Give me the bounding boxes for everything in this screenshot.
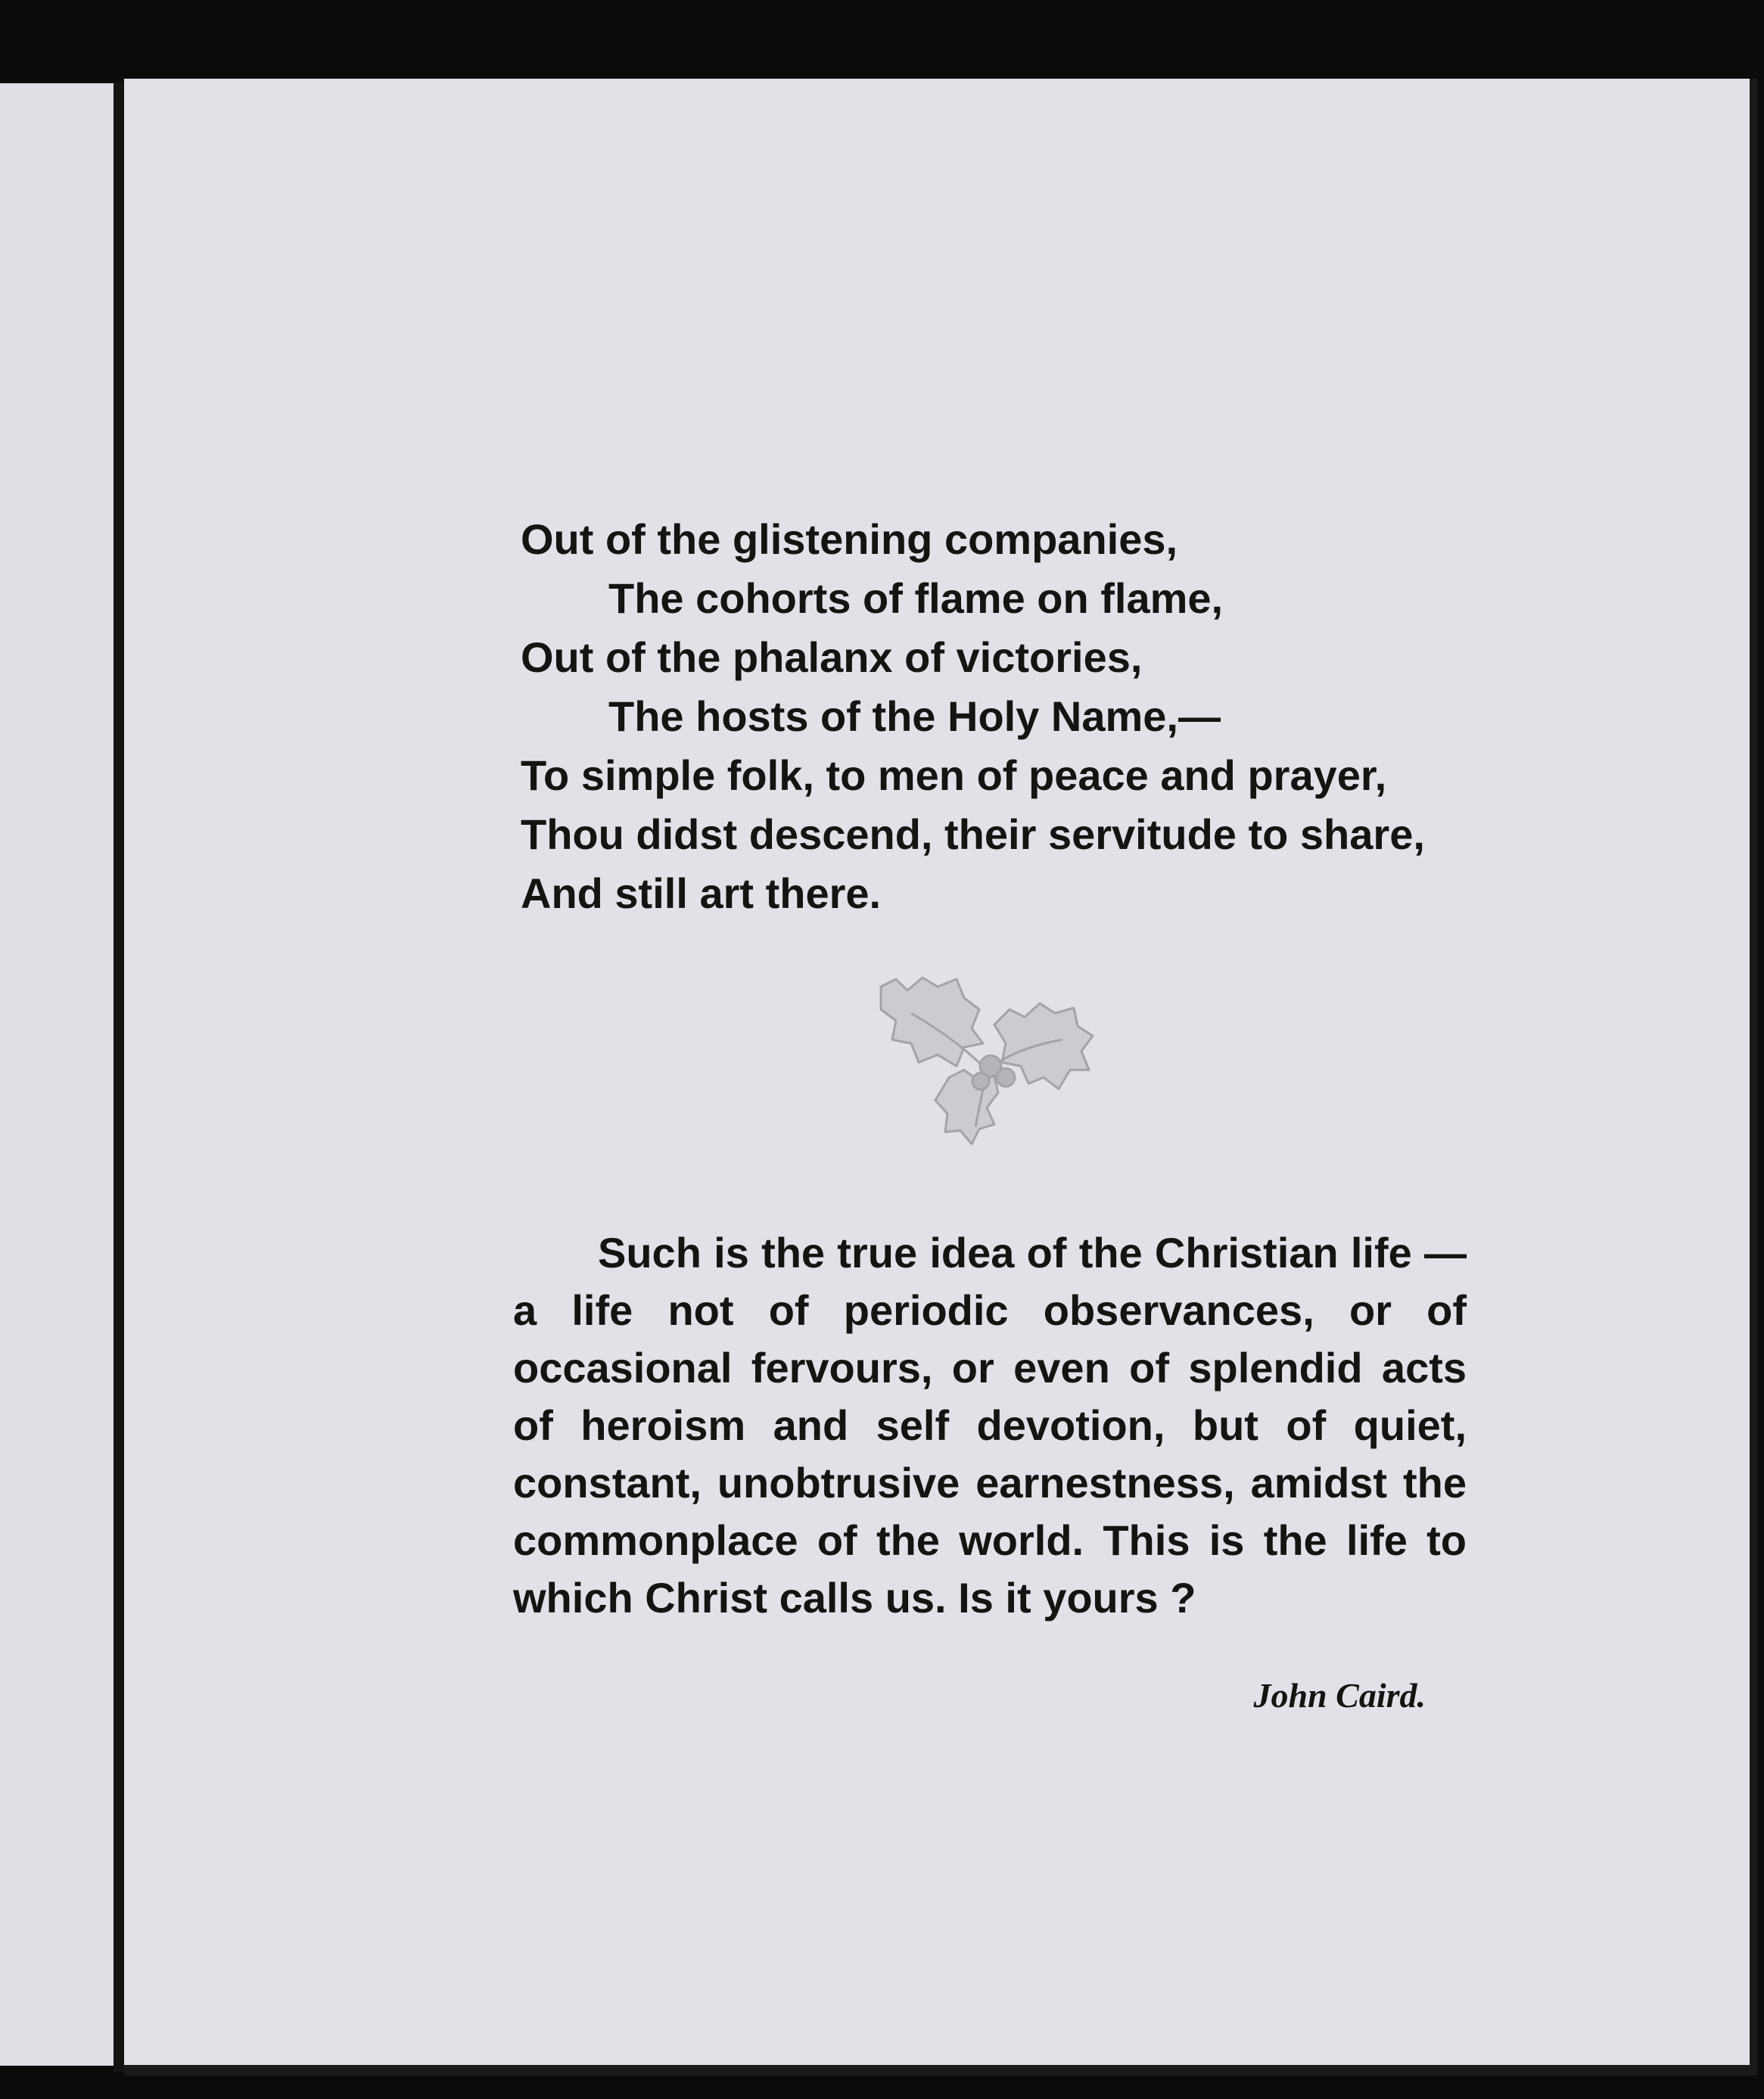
left-page-edge [0,83,120,2066]
poem-line: Out of the phalanx of victories, [521,633,1143,681]
poem-line: And still art there. [521,869,882,917]
poem-line: Thou didst descend, their servitude to share, [521,810,1425,858]
prose-passage [513,1224,1467,1627]
prose-paragraph: Such is the true idea of the Christian life —a life not of periodic observances, or of occasional fervours, or even of splendid acts of heroism and self devotion, but of quiet, constant, unobtrusive earnestness, amidst the commonplace of the world. This is the life to which Christ calls us. Is it yours ? [513,1229,1467,1622]
poem-line: Out of the glistening companies, [521,515,1178,563]
author-attribution: John Caird. [1253,1676,1426,1715]
poem-stanza [521,510,1425,923]
poem-line: The cohorts of flame on flame, [608,574,1224,622]
book-page [124,79,1757,2076]
poem-line: The hosts of the Holy Name,— [608,692,1221,740]
holly-sprig-icon [866,956,1123,1161]
poem-line: To simple folk, to men of peace and prayer, [521,751,1387,799]
book-spine [114,82,124,2072]
